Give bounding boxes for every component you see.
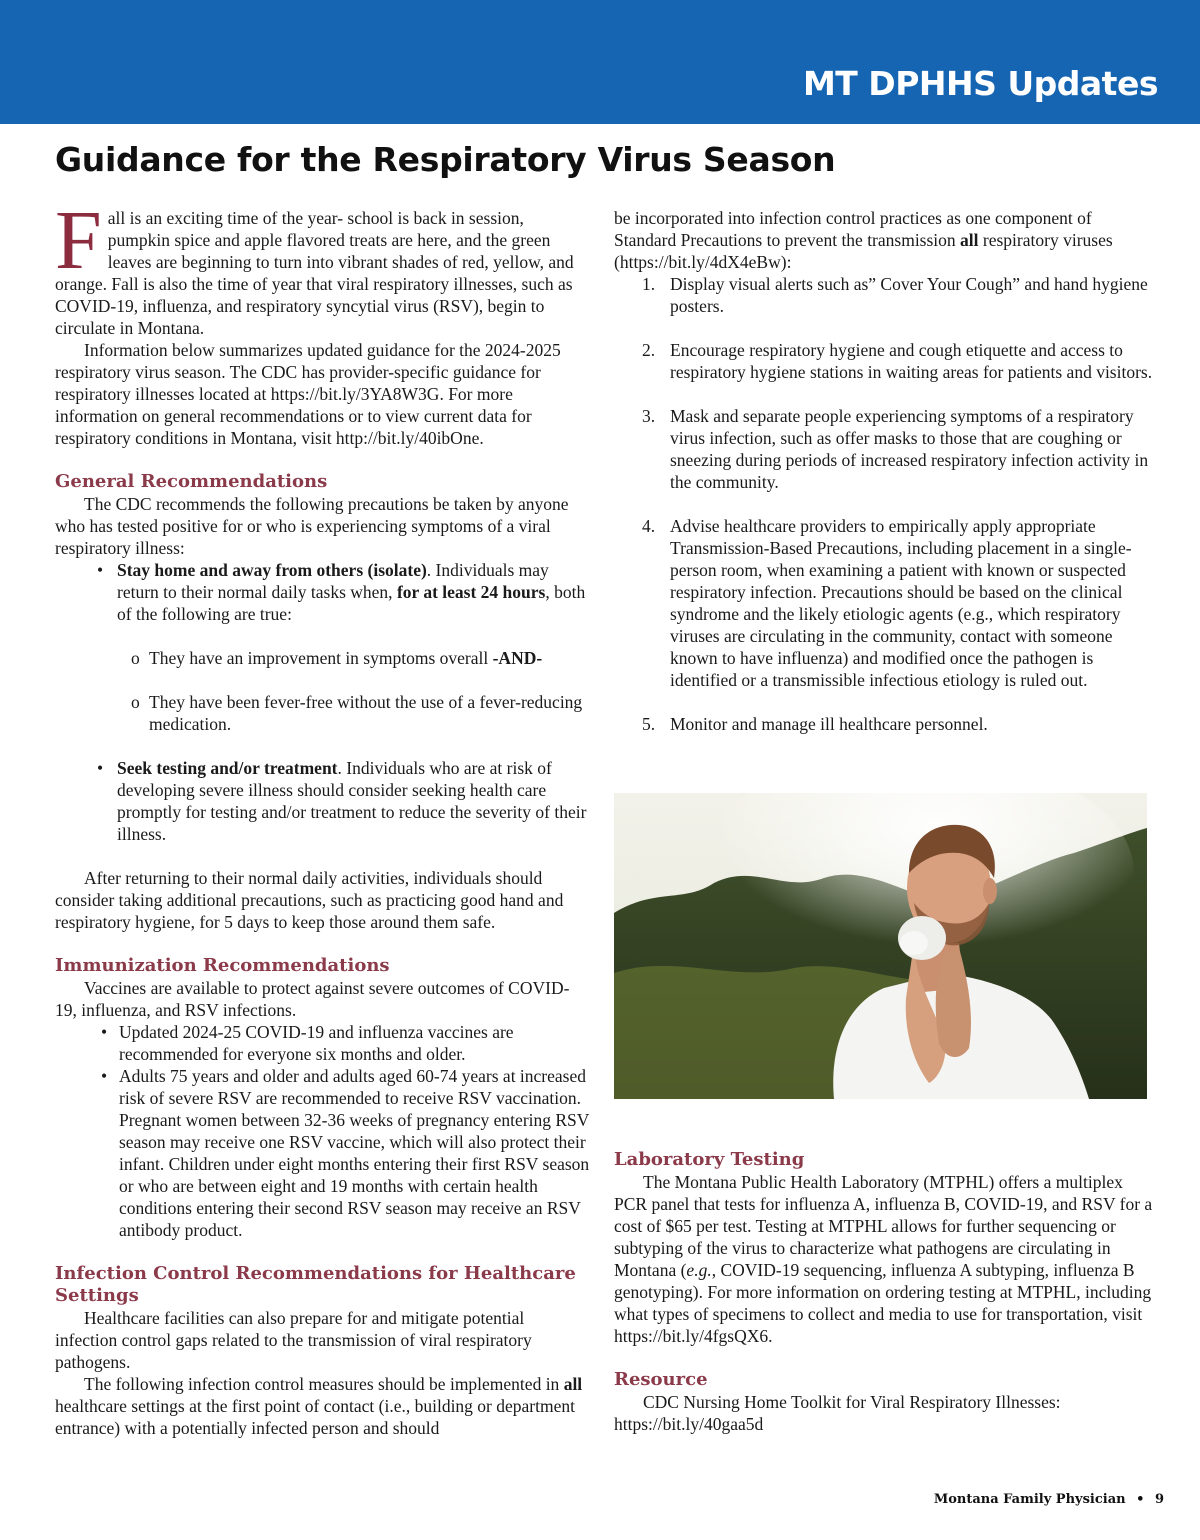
- heading-infection-control: Infection Control Recommendations for Healthcare Settings: [55, 1263, 576, 1306]
- intro-paragraph-2: Information below summarizes updated guidance for the 2024-2025 respiratory virus season. The CDC has provider-specific guidance for respiratory illnesses located at https://bit.ly/3YA8W3G. For more information on general recommendations or to view current data for respiratory conditions in Montana, visit http://bit.ly/40ibOne.: [55, 340, 561, 448]
- infection-control-measures-list: [614, 273, 1154, 735]
- immunization-intro: Vaccines are available to protect against severe outcomes of COVID-19, influenza, and RSV infections.: [55, 978, 570, 1020]
- man-coughing-photo: [614, 793, 1147, 1099]
- lab-paragraph: The Montana Public Health Laboratory (MTPHL) offers a multiplex PCR panel that tests for influenza A, influenza B, COVID-19, and RSV for a cost of $65 per test. Testing at MTPHL allows for further sequencing or subtyping of the virus to characterize what pathogens are circulating in Montana (e.g., COVID-19 sequencing, influenza A subtyping, influenza B genotyping). For more information on ordering testing at MTPHL, including what types of specimens to collect and media to use for transportation, visit https://bit.ly/4fgsQX6.: [614, 1172, 1153, 1346]
- list-number: 5.: [642, 714, 656, 734]
- list-item: 3. Mask and separate people experiencing symptoms of a respiratory virus infection, such as offer masks to those that are coughing or sneezing during periods of increased respiratory infection activity in the community.: [642, 406, 1149, 492]
- footer-separator: •: [1136, 1492, 1145, 1507]
- list-item: 4. Advise healthcare providers to empirically apply appropriate Transmission-Based Precautions, including placement in a single-person room, when examining a patient with known or suspected respiratory infection. Precautions should be based on the clinical syndrome and the likely etiologic agents (e.g., which respiratory viruses are circulating in the community, contact with someone known to have influenza) and modified once the pathogen is identified or a transmissible infectious etiology is ruled out.: [642, 516, 1132, 690]
- page-footer: [934, 1492, 1164, 1507]
- general-bullet-list: [55, 559, 590, 625]
- right-column: [614, 207, 1154, 735]
- article-title: Guidance for the Respiratory Virus Season: [55, 140, 836, 179]
- infection-control-p2: The following infection control measures should be implemented in all healthcare settings at the first point of contact (i.e., building or department entrance) with a potentially infected person and should: [55, 1374, 583, 1438]
- list-item: • Stay home and away from others (isolate). Individuals may return to their normal daily tasks when, for at least 24 hours, both of the following are true:: [97, 560, 586, 624]
- intro-text: all is an exciting time of the year- school is back in session, pumpkin spice and apple flavored treats are here, and the green leaves are beginning to turn into vibrant shades of red, yellow, and orange. Fall is also the time of year that viral respiratory illnesses, such as COVID-19, influenza, and respiratory syncytial virus (RSV), begin to circulate in Montana.: [55, 208, 574, 338]
- bullet-icon: •: [101, 1022, 108, 1042]
- infection-control-p2-continued: be incorporated into infection control practices as one component of Standard Precautions to prevent the transmission all respiratory viruses (https://bit.ly/4dX4eBw):: [614, 208, 1113, 272]
- intro-paragraph: [55, 194, 590, 339]
- general-intro: The CDC recommends the following precautions be taken by anyone who has tested positive for or who is experiencing symptoms of a viral respiratory illness:: [55, 494, 569, 558]
- circle-bullet-icon: o: [131, 692, 140, 712]
- left-column: [55, 194, 590, 1439]
- list-item: • Seek testing and/or treatment. Individuals who are at risk of developing severe illness should consider seeking health care promptly for testing and/or treatment to reduce the severity of their illness.: [97, 758, 587, 844]
- right-column-bottom: [614, 1149, 1154, 1435]
- general-bullet-list-2: [55, 757, 590, 845]
- list-item: 2. Encourage respiratory hygiene and cough etiquette and access to respiratory hygiene stations in waiting areas for patients and visitors.: [642, 340, 1153, 382]
- list-item: • Adults 75 years and older and adults aged 60-74 years at increased risk of severe RSV are recommended to receive RSV vaccination. Pregnant women between 32-36 weeks of pregnancy entering RSV season may receive one RSV vaccine, which will also protect their infant. Children under eight months entering their first RSV season or who are between eight and 19 months with certain health conditions entering their second RSV season may receive an RSV antibody product.: [101, 1066, 590, 1240]
- sub-item-fever-free: o They have been fever-free without the use of a fever-reducing medication.: [131, 692, 583, 734]
- section-label: MT DPHHS Updates: [802, 64, 1158, 103]
- heading-immunization-recommendations: Immunization Recommendations: [55, 955, 390, 976]
- immunization-bullet-list: [55, 1021, 590, 1241]
- infection-control-p1: Healthcare facilities can also prepare for and mitigate potential infection control gaps related to the transmission of viral respiratory pathogens.: [55, 1308, 532, 1372]
- list-item: • Updated 2024-25 COVID-19 and influenza vaccines are recommended for everyone six months and older.: [101, 1022, 514, 1064]
- bullet-icon: •: [97, 560, 104, 580]
- list-item: 5. Monitor and manage ill healthcare personnel.: [642, 714, 988, 734]
- resource-link-text: CDC Nursing Home Toolkit for Viral Respiratory Illnesses: https://bit.ly/40gaa5d: [614, 1392, 1061, 1434]
- heading-general-recommendations: General Recommendations: [55, 471, 328, 492]
- bullet-icon: •: [101, 1066, 108, 1086]
- drop-cap: F: [55, 194, 102, 287]
- header-band: [0, 0, 1200, 124]
- bullet-icon: •: [97, 758, 104, 778]
- list-number: 2.: [642, 340, 656, 360]
- circle-bullet-icon: o: [131, 648, 140, 668]
- publication-name: Montana Family Physician: [933, 1492, 1126, 1507]
- heading-resource: Resource: [614, 1369, 708, 1390]
- page-number: 9: [1154, 1492, 1164, 1507]
- list-number: 1.: [642, 274, 656, 294]
- heading-laboratory-testing: Laboratory Testing: [614, 1149, 805, 1170]
- list-number: 4.: [642, 516, 656, 536]
- general-after-text: After returning to their normal daily activities, individuals should consider taking additional precautions, such as practicing good hand and respiratory hygiene, for 5 days to keep those around them safe.: [55, 868, 564, 932]
- sub-item-improvement: o They have an improvement in symptoms overall -AND-: [131, 648, 543, 668]
- list-number: 3.: [642, 406, 656, 426]
- list-item: 1. Display visual alerts such as” Cover Your Cough” and hand hygiene posters.: [642, 274, 1148, 316]
